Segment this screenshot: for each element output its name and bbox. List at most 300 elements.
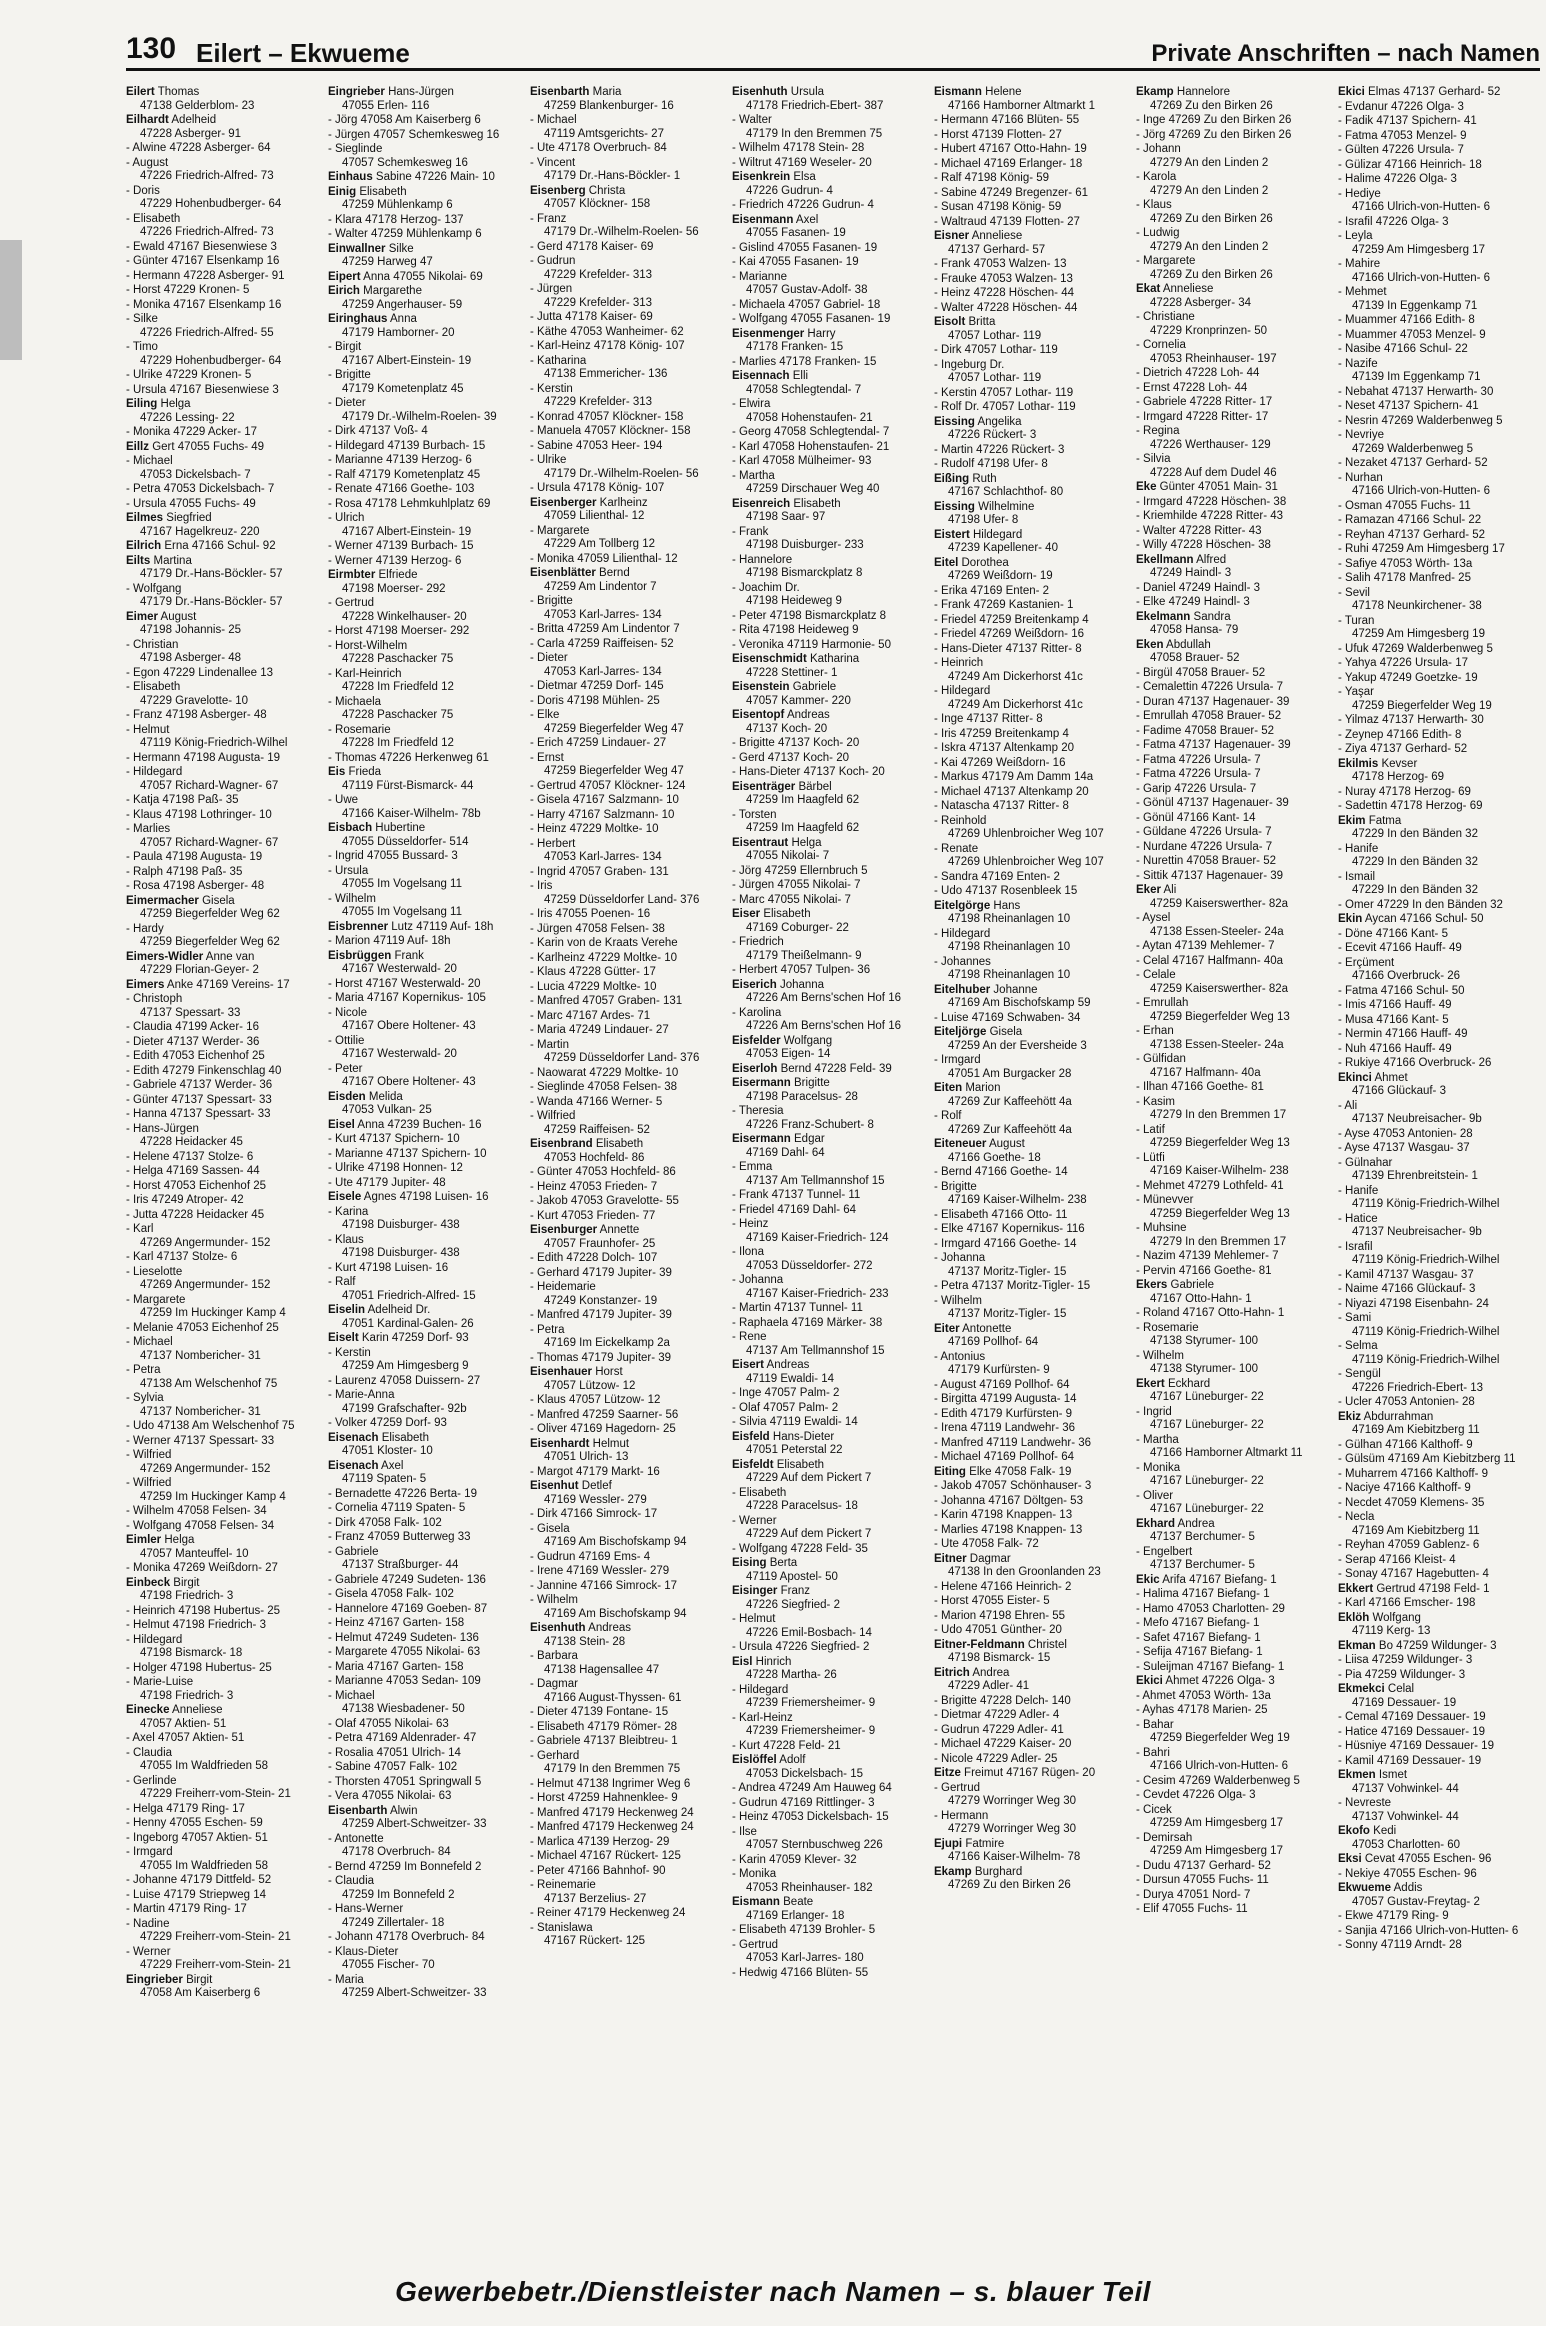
directory-entry — [530, 695, 726, 709]
entry-address: 47228 Asberger- 34 — [1150, 296, 1252, 309]
entry-address: 47057 Aktien- 51 — [140, 1717, 227, 1730]
directory-entry — [530, 1024, 726, 1038]
directory-entry — [1338, 1583, 1534, 1597]
directory-entry — [1136, 696, 1332, 710]
directory-entry — [1338, 1683, 1534, 1710]
directory-entry — [530, 241, 726, 255]
directory-entry — [1136, 1775, 1332, 1789]
directory-entry — [934, 1054, 1130, 1081]
entry-name: - Horst 47055 Eister- 5 — [934, 1595, 1050, 1607]
directory-entry — [1136, 1250, 1332, 1264]
directory-entry — [732, 737, 928, 751]
entry-name: - Ilse — [732, 1825, 757, 1838]
entry-name: Eisenträger Bärbel — [732, 780, 832, 793]
directory-entry — [1136, 1903, 1332, 1917]
directory-entry — [126, 1946, 322, 1973]
directory-entry — [530, 908, 726, 922]
entry-name: - Manfred 47179 Jupiter- 39 — [530, 1309, 672, 1321]
entry-name: - Martin 47226 Rückert- 3 — [934, 443, 1065, 456]
entry-name: Eimler Helga — [126, 1534, 195, 1546]
directory-entry — [126, 1803, 322, 1817]
entry-address: 47198 Bismarck- 18 — [140, 1647, 243, 1659]
entry-address: 47057 Lothar- 119 — [948, 372, 1042, 384]
page-header — [126, 28, 1540, 71]
entry-address: 47167 Lüneburger- 22 — [1150, 1391, 1264, 1403]
entry-name: - Erçüment — [1338, 956, 1395, 969]
entry-name: - Hildegard — [126, 766, 183, 778]
entry-name: - Irene 47169 Wessler- 279 — [530, 1565, 670, 1577]
directory-entry — [530, 553, 726, 567]
directory-entry — [934, 1223, 1130, 1237]
directory-entry — [732, 639, 928, 653]
directory-entry — [1338, 815, 1534, 842]
directory-entry — [328, 1460, 524, 1487]
entry-name: - Britta 47259 Am Lindentor 7 — [530, 623, 680, 635]
directory-entry — [328, 341, 524, 368]
entry-name: - Nevriye — [1338, 429, 1385, 441]
entry-name: - Hermann 47228 Asberger- 91 — [126, 269, 285, 282]
directory-entry — [328, 86, 524, 113]
directory-entry — [328, 1661, 524, 1675]
entry-name: - Frank — [732, 525, 769, 538]
entry-name: - Kerstin — [328, 1346, 371, 1359]
directory-entry — [1136, 725, 1332, 739]
entry-address: 47167 Rückert- 125 — [544, 1935, 646, 1947]
entry-name: Eißing Ruth — [934, 472, 997, 485]
entry-name: - Heidemarie — [530, 1281, 596, 1293]
entry-name: Eisenberg Christa — [530, 184, 626, 197]
directory-entry — [1136, 1081, 1332, 1095]
directory-entry — [732, 582, 928, 609]
directory-entry — [126, 341, 322, 368]
directory-entry — [1136, 411, 1332, 425]
entry-name: - Ilhan 47166 Goethe- 81 — [1136, 1081, 1264, 1093]
entry-name: - Naciye 47166 Kalthoff- 9 — [1338, 1482, 1471, 1494]
directory-entry — [934, 401, 1130, 415]
directory-entry — [1338, 672, 1534, 686]
directory-entry — [328, 1632, 524, 1646]
directory-entry — [1136, 496, 1332, 510]
entry-address: 47055 Im Vogelsang 11 — [342, 906, 462, 918]
entry-address: 47137 Koch- 20 — [746, 722, 828, 735]
entry-address: 47053 Rheinhauser- 182 — [746, 1881, 873, 1894]
entry-name: - Hans-Dieter 47137 Ritter- 8 — [934, 642, 1082, 655]
directory-entry — [530, 1138, 726, 1165]
directory-entry — [934, 1709, 1130, 1723]
directory-entry — [530, 952, 726, 966]
directory-entry — [934, 187, 1130, 201]
entry-name: - Muammer 47053 Menzel- 9 — [1338, 328, 1486, 341]
directory-entry — [934, 1624, 1130, 1638]
entry-name: - Torsten — [732, 808, 777, 821]
directory-entry — [1338, 86, 1534, 100]
directory-entry — [530, 383, 726, 410]
entry-address: 47198 Friedrich- 3 — [140, 1590, 234, 1602]
entry-name: - Dirk 47137 Voß- 4 — [328, 425, 428, 437]
entry-address: 47169 Am Bischofskamp 59 — [948, 997, 1091, 1009]
directory-entry — [1338, 400, 1534, 414]
directory-entry — [1338, 429, 1534, 456]
entry-name: - Marlies — [126, 823, 171, 835]
entry-name: - Brigitte — [328, 369, 371, 381]
directory-entry — [934, 1466, 1130, 1480]
entry-address: 47137 Nombericher- 31 — [140, 1405, 261, 1418]
entry-name: - Ewald 47167 Biesenwiese 3 — [126, 240, 277, 253]
directory-entry — [934, 1667, 1130, 1694]
directory-entry — [934, 1280, 1130, 1294]
directory-entry — [1136, 1378, 1332, 1405]
directory-entry — [530, 1210, 726, 1224]
directory-entry — [530, 880, 726, 907]
directory-entry — [934, 316, 1130, 343]
directory-entry — [126, 313, 322, 340]
directory-entry — [1136, 311, 1332, 338]
entry-name: - Kurt 47053 Frieden- 77 — [530, 1209, 656, 1222]
entry-address: 47259 Kaiserswerther- 82a — [1150, 982, 1289, 995]
entry-name: - Marion 47119 Auf- 18h — [328, 935, 451, 947]
directory-entry — [530, 1166, 726, 1180]
entry-address: 47178 Franken- 15 — [746, 341, 844, 353]
entry-name: - Kurt 47228 Feld- 21 — [732, 1739, 841, 1752]
directory-entry — [126, 1123, 322, 1150]
entry-name: - Hans-Dieter 47137 Koch- 20 — [732, 766, 885, 778]
directory-entry — [1338, 643, 1534, 657]
directory-entry — [530, 1039, 726, 1066]
entry-name: - Monika 47269 Weißdorn- 27 — [126, 1562, 278, 1574]
entry-name: - Gislind 47055 Fasanen- 19 — [732, 241, 878, 254]
entry-address: 47055 Im Waldfrieden 58 — [140, 1859, 269, 1872]
directory-entry — [126, 583, 322, 610]
directory-entry — [126, 1817, 322, 1831]
directory-entry — [1338, 1711, 1534, 1725]
entry-address: 47259 Biegerfelder Weg 19 — [1352, 699, 1492, 712]
directory-entry — [1338, 999, 1534, 1013]
directory-entry — [328, 597, 524, 624]
entry-name: Eitze Freimut 47167 Rügen- 20 — [934, 1767, 1096, 1779]
entry-address: 47139 Im Eggenkamp 71 — [1352, 371, 1481, 383]
directory-entry — [732, 1431, 928, 1458]
entry-address: 47228 Paschacker 75 — [342, 653, 454, 665]
entry-name: Eisenbarth Alwin — [328, 1804, 418, 1817]
directory-entry — [1338, 1269, 1534, 1283]
directory-entry — [1338, 1100, 1534, 1127]
entry-name: - Dursun 47055 Fuchs- 11 — [1136, 1874, 1269, 1886]
entry-name: - Ulrike 47229 Kronen- 5 — [126, 369, 252, 381]
directory-entry — [1136, 1617, 1332, 1631]
entry-address: 47226 Friedrich-Alfred- 73 — [140, 170, 274, 182]
entry-name: - Iris — [530, 880, 553, 892]
directory-entry — [934, 287, 1130, 301]
directory-entry — [126, 1065, 322, 1079]
entry-name: - Michael 47167 Rückert- 125 — [530, 1850, 681, 1862]
entry-name: - Michael 47169 Pollhof- 64 — [934, 1451, 1074, 1463]
entry-address: 47167 Westerwald- 20 — [342, 1048, 457, 1060]
entry-name: - Henny 47055 Eschen- 59 — [126, 1817, 263, 1829]
entry-name: - Pervin 47166 Goethe- 81 — [1136, 1264, 1272, 1277]
entry-name: - Gerd 47137 Koch- 20 — [732, 751, 849, 764]
directory-entry — [934, 1553, 1130, 1580]
directory-entry — [126, 851, 322, 865]
entry-address: 47179 Dr.-Wilhelm-Roelen- 56 — [544, 467, 699, 480]
directory-entry — [934, 1351, 1130, 1378]
entry-name: Eissing Angelika — [934, 415, 1022, 428]
entry-name: - Rosemarie — [328, 723, 391, 736]
directory-entry — [126, 1775, 322, 1802]
entry-name: - Wolfgang 47055 Fasanen- 19 — [732, 313, 891, 325]
entry-address: 47057 Manteuffel- 10 — [140, 1547, 249, 1560]
entry-address: 47226 Friedrich-Alfred- 73 — [140, 226, 274, 238]
directory-entry — [1338, 1726, 1534, 1740]
entry-address: 47179 In den Bremmen 75 — [544, 1763, 681, 1775]
directory-entry — [732, 1740, 928, 1754]
entry-name: Eilrich Erna 47166 Schul- 92 — [126, 540, 276, 552]
entry-name: - Wilhelm 47058 Felsen- 34 — [126, 1505, 267, 1517]
directory-entry — [1136, 826, 1332, 840]
directory-entry — [126, 1165, 322, 1179]
entry-address: 47279 Worringer Weg 30 — [948, 1795, 1077, 1807]
directory-entry — [1136, 1406, 1332, 1433]
directory-entry — [126, 1562, 322, 1576]
entry-name: Eisenhauer Horst — [530, 1366, 623, 1378]
directory-entry — [1338, 928, 1534, 942]
directory-entry — [1338, 457, 1534, 471]
directory-entry — [1136, 596, 1332, 610]
entry-address: 47137 Moritz-Tigler- 15 — [948, 1308, 1067, 1320]
directory-entry — [1136, 1279, 1332, 1306]
entry-address: 47226 Friedrich-Ebert- 13 — [1352, 1381, 1484, 1394]
entry-name: - Cesim 47269 Walderbenweg 5 — [1136, 1774, 1300, 1787]
directory-entry — [1136, 940, 1332, 954]
entry-name: - Michaela 47057 Gabriel- 18 — [732, 298, 881, 311]
entry-address: 47119 König-Friedrich-Wilhel — [140, 737, 288, 749]
entry-name: - Helmut 47138 Ingrimer Weg 6 — [530, 1777, 691, 1790]
entry-name: - Gudrun 47169 Rittlinger- 3 — [732, 1796, 875, 1809]
directory-entry — [732, 1515, 928, 1542]
entry-name: Ekkert Gertrud 47198 Feld- 1 — [1338, 1582, 1490, 1595]
entry-address: 47259 Mühlenkamp 6 — [342, 199, 453, 211]
directory-entry — [328, 893, 524, 920]
directory-entry — [1136, 1222, 1332, 1249]
directory-entry — [732, 1543, 928, 1557]
directory-entry — [1338, 1411, 1534, 1438]
entry-address: 47119 Spaten- 5 — [342, 1473, 427, 1485]
entry-address: 47198 Rheinanlagen 10 — [948, 969, 1071, 981]
directory-entry — [126, 384, 322, 398]
entry-address: 47259 Am Himgesberg 17 — [1150, 1845, 1283, 1857]
directory-entry — [1136, 1789, 1332, 1803]
entry-address: 47057 Richard-Wagner- 67 — [140, 779, 279, 792]
entry-name: - Hubert 47167 Otto-Hahn- 19 — [934, 143, 1087, 155]
directory-entry — [126, 611, 322, 638]
directory-entry — [1338, 1312, 1534, 1339]
entry-address: 47051 Friedrich-Alfred- 15 — [342, 1289, 476, 1302]
directory-entry — [530, 86, 726, 113]
entry-address: 47226 Emil-Bosbach- 14 — [746, 1626, 872, 1639]
entry-address: 47259 Biegerfelder Weg 62 — [140, 908, 280, 920]
entry-name: - Ralf 47198 König- 59 — [934, 172, 1050, 184]
directory-entry — [1338, 1882, 1534, 1909]
entry-name: - Edith 47053 Eichenhof 25 — [126, 1050, 265, 1062]
entry-name: - Gabriele — [328, 1545, 379, 1558]
directory-entry — [1136, 1747, 1332, 1774]
entry-address: 47228 Heidacker 45 — [140, 1136, 243, 1148]
directory-entry — [934, 1495, 1130, 1509]
entry-name: - Nesrin 47269 Walderbenweg 5 — [1338, 414, 1503, 427]
directory-entry — [126, 1846, 322, 1873]
directory-entry — [934, 1408, 1130, 1422]
directory-entry — [934, 114, 1130, 128]
directory-entry — [328, 1262, 524, 1276]
entry-name: - Marlies 47178 Franken- 15 — [732, 355, 877, 368]
directory-entry — [530, 440, 726, 454]
entry-name: Eisele Agnes 47198 Luisen- 16 — [328, 1191, 489, 1203]
entry-name: - Theresia — [732, 1105, 784, 1117]
directory-entry — [934, 458, 1130, 472]
entry-name: - Friedel 47169 Dahl- 64 — [732, 1203, 857, 1216]
entry-name: - Friedel 47269 Weißdorn- 16 — [934, 628, 1084, 640]
entry-address: 47179 Dr.-Hans-Böckler- 57 — [140, 568, 283, 580]
entry-name: - Musa 47166 Kant- 5 — [1338, 1013, 1449, 1026]
entry-name: - Jutta 47228 Heidacker 45 — [126, 1208, 265, 1221]
entry-name: - Sevil — [1338, 586, 1370, 599]
entry-name: Eitelhuber Johanne — [934, 983, 1038, 996]
directory-entry — [530, 1324, 726, 1351]
entry-name: - Karl 47058 Hohenstaufen- 21 — [732, 440, 890, 453]
directory-entry — [934, 1695, 1130, 1709]
entry-address: 47058 Brauer- 52 — [1150, 652, 1240, 664]
directory-entry — [328, 1790, 524, 1804]
directory-entry — [934, 757, 1130, 771]
entry-address: 47269 Zu den Birken 26 — [1150, 212, 1273, 225]
directory-entry — [328, 1718, 524, 1732]
directory-entry — [126, 752, 322, 766]
entry-name: - Dieter 47139 Fontane- 15 — [530, 1706, 669, 1718]
entry-name: - Erhan — [1136, 1025, 1174, 1037]
directory-entry — [126, 1094, 322, 1108]
entry-name: - Marion 47198 Ehren- 55 — [934, 1609, 1066, 1622]
entry-name: Eiten Marion — [934, 1082, 1001, 1094]
directory-entry — [1338, 1539, 1534, 1553]
entry-name: - Herbert — [530, 837, 576, 850]
entry-address: 47169 Kaiser-Wilhelm- 238 — [948, 1194, 1087, 1206]
entry-name: - Gerhard — [530, 1749, 580, 1762]
entry-name: - Karl — [126, 1223, 154, 1235]
entry-name: - Kurt 47137 Spichern- 10 — [328, 1133, 460, 1145]
entry-address: 47269 Zu den Birken 26 — [1150, 99, 1273, 112]
directory-entry — [1338, 1057, 1534, 1071]
entry-address: 47057 Lützow- 12 — [544, 1379, 636, 1392]
entry-name: - Ruhi 47259 Am Himgesberg 17 — [1338, 543, 1505, 555]
directory-entry — [732, 1204, 928, 1218]
directory-entry — [328, 1531, 524, 1545]
entry-name: - Ute 47178 Overbruch- 84 — [530, 142, 667, 154]
directory-entry — [328, 1588, 524, 1602]
entry-name: - Ingeburg Dr. — [934, 358, 1005, 371]
directory-entry — [328, 540, 524, 554]
entry-name: - Elwira — [732, 398, 771, 410]
directory-entry — [732, 1189, 928, 1203]
entry-name: - Fatma 47053 Menzel- 9 — [1338, 129, 1467, 142]
directory-entry — [1136, 1462, 1332, 1489]
entry-address: 47053 Dickelsbach- 7 — [140, 468, 251, 481]
directory-entry — [1338, 159, 1534, 173]
entry-name: - Hermann 47166 Blüten- 55 — [934, 114, 1080, 126]
entry-address: 47167 Obere Holtener- 43 — [342, 1020, 476, 1032]
entry-name: - Wilhelm — [328, 892, 376, 905]
entry-name: - Leyla — [1338, 230, 1373, 242]
entry-name: - Brigitte — [934, 1180, 977, 1193]
entry-name: - Wiltrut 47169 Weseler- 20 — [732, 156, 872, 169]
directory-entry — [732, 1854, 928, 1868]
entry-name: Ekman Bo 47259 Wildunger- 3 — [1338, 1639, 1497, 1652]
directory-entry — [934, 1238, 1130, 1252]
entry-address: 47269 Zur Kaffeehött 4a — [948, 1095, 1072, 1108]
directory-entry — [530, 283, 726, 310]
directory-entry — [1338, 1939, 1534, 1953]
entry-name: Eisbach Hubertine — [328, 822, 426, 834]
directory-entry — [530, 1821, 726, 1835]
entry-address: 47137 Spessart- 33 — [140, 1006, 241, 1019]
entry-address: 47199 Grafschafter- 92b — [342, 1402, 467, 1415]
entry-name: - Güldane 47226 Ursula- 7 — [1136, 826, 1272, 838]
entry-name: - Yilmaz 47137 Herwarth- 30 — [1338, 714, 1484, 726]
entry-address: 47057 Lothar- 119 — [948, 329, 1042, 342]
directory-entry — [732, 313, 928, 327]
directory-entry — [732, 709, 928, 736]
entry-name: - Brigitte 47137 Koch- 20 — [732, 737, 860, 749]
entry-address: 47259 Am Himgesberg 17 — [1352, 243, 1485, 256]
entry-name: Eiserich Johanna — [732, 978, 825, 991]
entry-name: - Karina — [328, 1205, 369, 1218]
directory-column — [530, 86, 732, 2226]
directory-entry — [530, 255, 726, 282]
entry-address: 47229 Auf dem Pickert 7 — [746, 1528, 872, 1540]
directory-entry — [530, 966, 726, 980]
directory-entry — [1338, 230, 1534, 257]
directory-entry — [732, 653, 928, 680]
directory-entry — [732, 1246, 928, 1273]
directory-entry — [530, 1565, 726, 1579]
directory-entry — [934, 685, 1130, 712]
directory-entry — [732, 1641, 928, 1655]
directory-entry — [328, 1304, 524, 1331]
entry-name: - Georg 47058 Schlegtendal- 7 — [732, 426, 890, 438]
entry-name: - Mahire — [1338, 258, 1381, 270]
entry-address: 47058 Hansa- 79 — [1150, 624, 1239, 636]
entry-name: - Silvia 47119 Ewaldi- 14 — [732, 1416, 858, 1428]
directory-entry — [126, 1918, 322, 1945]
directory-entry — [732, 1656, 928, 1683]
directory-entry — [530, 981, 726, 995]
directory-entry — [1338, 1825, 1534, 1852]
directory-entry — [732, 766, 928, 780]
directory-entry — [530, 1181, 726, 1195]
directory-entry — [530, 1735, 726, 1749]
directory-entry — [1338, 286, 1534, 313]
entry-name: - Iris 47259 Breitenkamp 4 — [934, 727, 1069, 740]
entry-name: - Michael 47169 Erlanger- 18 — [934, 157, 1083, 170]
entry-name: - Jörg 47269 Zu den Birken 26 — [1136, 128, 1292, 141]
entry-name: Eising Berta — [732, 1557, 798, 1569]
entry-name: - Gudrun 47229 Adler- 41 — [934, 1723, 1064, 1736]
entry-name: Eitner-Feldmann Christel — [934, 1638, 1067, 1651]
entry-address: 47179 Dr.-Hans-Böckler- 57 — [140, 596, 283, 608]
directory-entry — [328, 1805, 524, 1832]
entry-address: 47169 Coburger- 22 — [746, 921, 849, 934]
entry-name: Eiling Helga — [126, 398, 191, 410]
directory-entry — [1338, 871, 1534, 898]
directory-entry — [328, 1732, 524, 1746]
